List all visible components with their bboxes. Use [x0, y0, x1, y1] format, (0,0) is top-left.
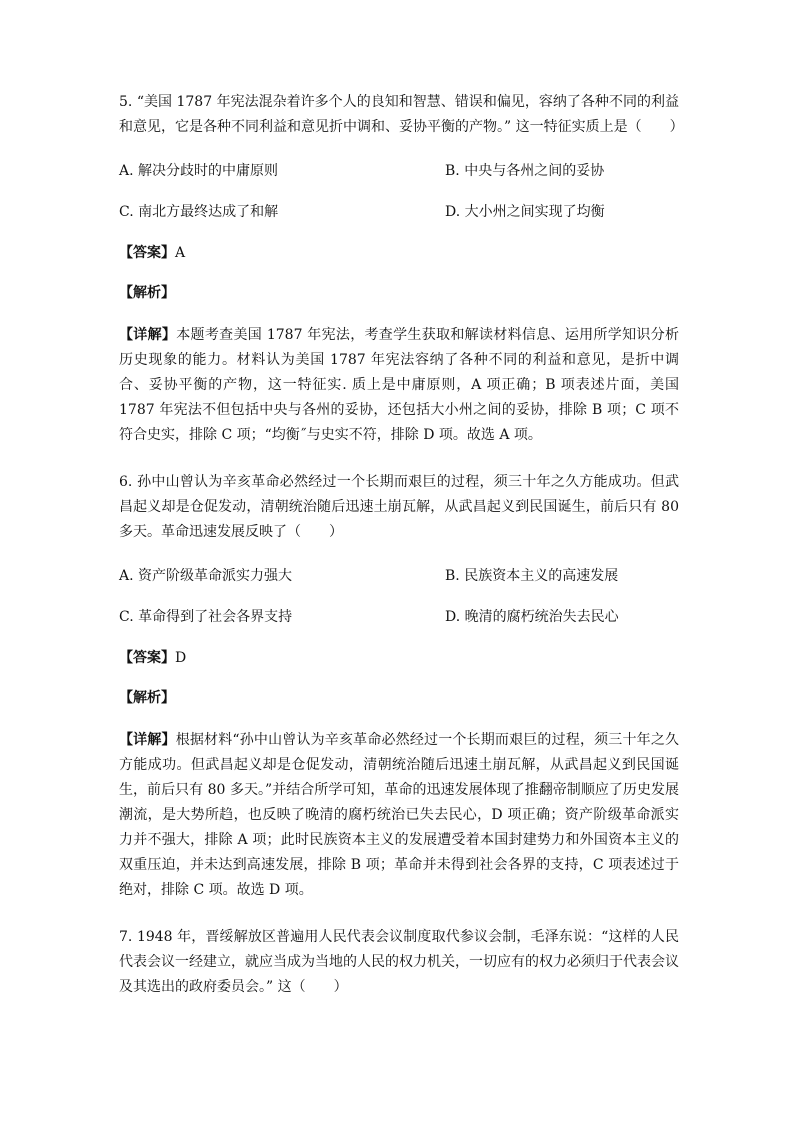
options-grid [119, 161, 679, 243]
detail-text: 本题考查美国 1787 年宪法，考查学生获取和解读材料信息、运用所学知识分析历史现象的能力。材料认为美国 1787 年宪法容纳了各种不同的利益和意见，是折中调合、妥协平衡的产物，这一特征实. 质上是中庸原则，A 项正确；B 项表述片面，美国 1787 年宪法不但包括中央与各州的妥协，还包括大小州之间的妥协，排除 B 项；C 项不符合史实，排除 C 项；“均衡˝与史实不符，排除 D 项。故选 A 项。 [119, 327, 680, 443]
question-7 [119, 925, 679, 1000]
answer-value: A [175, 245, 186, 261]
option-c: C. 革命得到了社会各界支持 [119, 609, 293, 625]
detail-paragraph [119, 323, 679, 448]
question-stem: 6. 孙中山曾认为辛亥革命必然经过一个长期而艰巨的过程，须三十年之久方能成功。但武昌起义却是仓促发动，清朝统治随后迅速土崩瓦解，从武昌起义到民国诞生，前后只有 80 多天。革命迅速发展反映了（ ） [119, 474, 679, 540]
detail-label: 【详解】 [119, 732, 176, 748]
option-b: B. 中央与各州之间的妥协 [445, 163, 605, 179]
option-d: D. 大小州之间实现了均衡 [445, 204, 605, 220]
analysis-label: 【解析】 [119, 690, 175, 706]
option-c: C. 南北方最终达成了和解 [119, 204, 279, 220]
analysis-heading [119, 688, 679, 708]
detail-block [119, 323, 679, 448]
page-content [119, 90, 684, 1000]
detail-paragraph [119, 728, 679, 903]
option-a: A. 资产阶级革命派实力强大 [119, 568, 293, 584]
option-d: D. 晚清的腐朽统治失去民心 [445, 609, 619, 625]
detail-label: 【详解】 [119, 327, 177, 343]
question-6 [119, 470, 679, 903]
answer-label: 【答案】 [119, 650, 175, 666]
answer-line [119, 648, 679, 668]
option-b: B. 民族资本主义的高速发展 [445, 568, 619, 584]
detail-text: 根据材料“孙中山曾认为辛亥革命必然经过一个长期而艰巨的过程，须三十年之久方能成功。但武昌起义却是仓促发动，清朝统治随后迅速土崩瓦解，从武昌起义到民国诞生，前后只有 80 多天。”并结合所学可知，革命的迅速发展体现了推翻帝制顺应了历史发展潮流，是大势所趋，也反映了晚清的腐朽统治已失去民心，D 项正确；资产阶级革命派实力并不强大，排除 A 项；此时民族资本主义的发展遭受着本国封建势力和外国资本主义的双重压迫，并未达到高速发展，排除 B 项；革命并未得到社会各界的支持，C 项表述过于绝对，排除 C 项。故选 D 项。 [119, 732, 680, 898]
answer-label: 【答案】 [119, 245, 175, 261]
analysis-heading [119, 283, 679, 303]
detail-block [119, 728, 679, 903]
question-5 [119, 90, 684, 448]
answer-line [119, 243, 679, 263]
question-stem: 7. 1948 年，晋绥解放区普遍用人民代表会议制度取代参议会制，毛泽东说：“这样的人民代表会议一经建立，就应当成为当地的人民的权力机关，一切应有的权力必须归于代表会议及其选出的政府委员会。” 这（ ） [119, 929, 679, 995]
options-grid [119, 566, 679, 648]
question-stem: 5. “美国 1787 年宪法混杂着许多个人的良知和智慧、错误和偏见，容纳了各种不同的利益和意见，它是各种不同利益和意见折中调和、妥协平衡的产物。” 这一特征实质上是（ ） [119, 94, 684, 135]
answer-value: D [175, 650, 187, 666]
option-a: A. 解决分歧时的中庸原则 [119, 163, 279, 179]
analysis-label: 【解析】 [119, 285, 175, 301]
